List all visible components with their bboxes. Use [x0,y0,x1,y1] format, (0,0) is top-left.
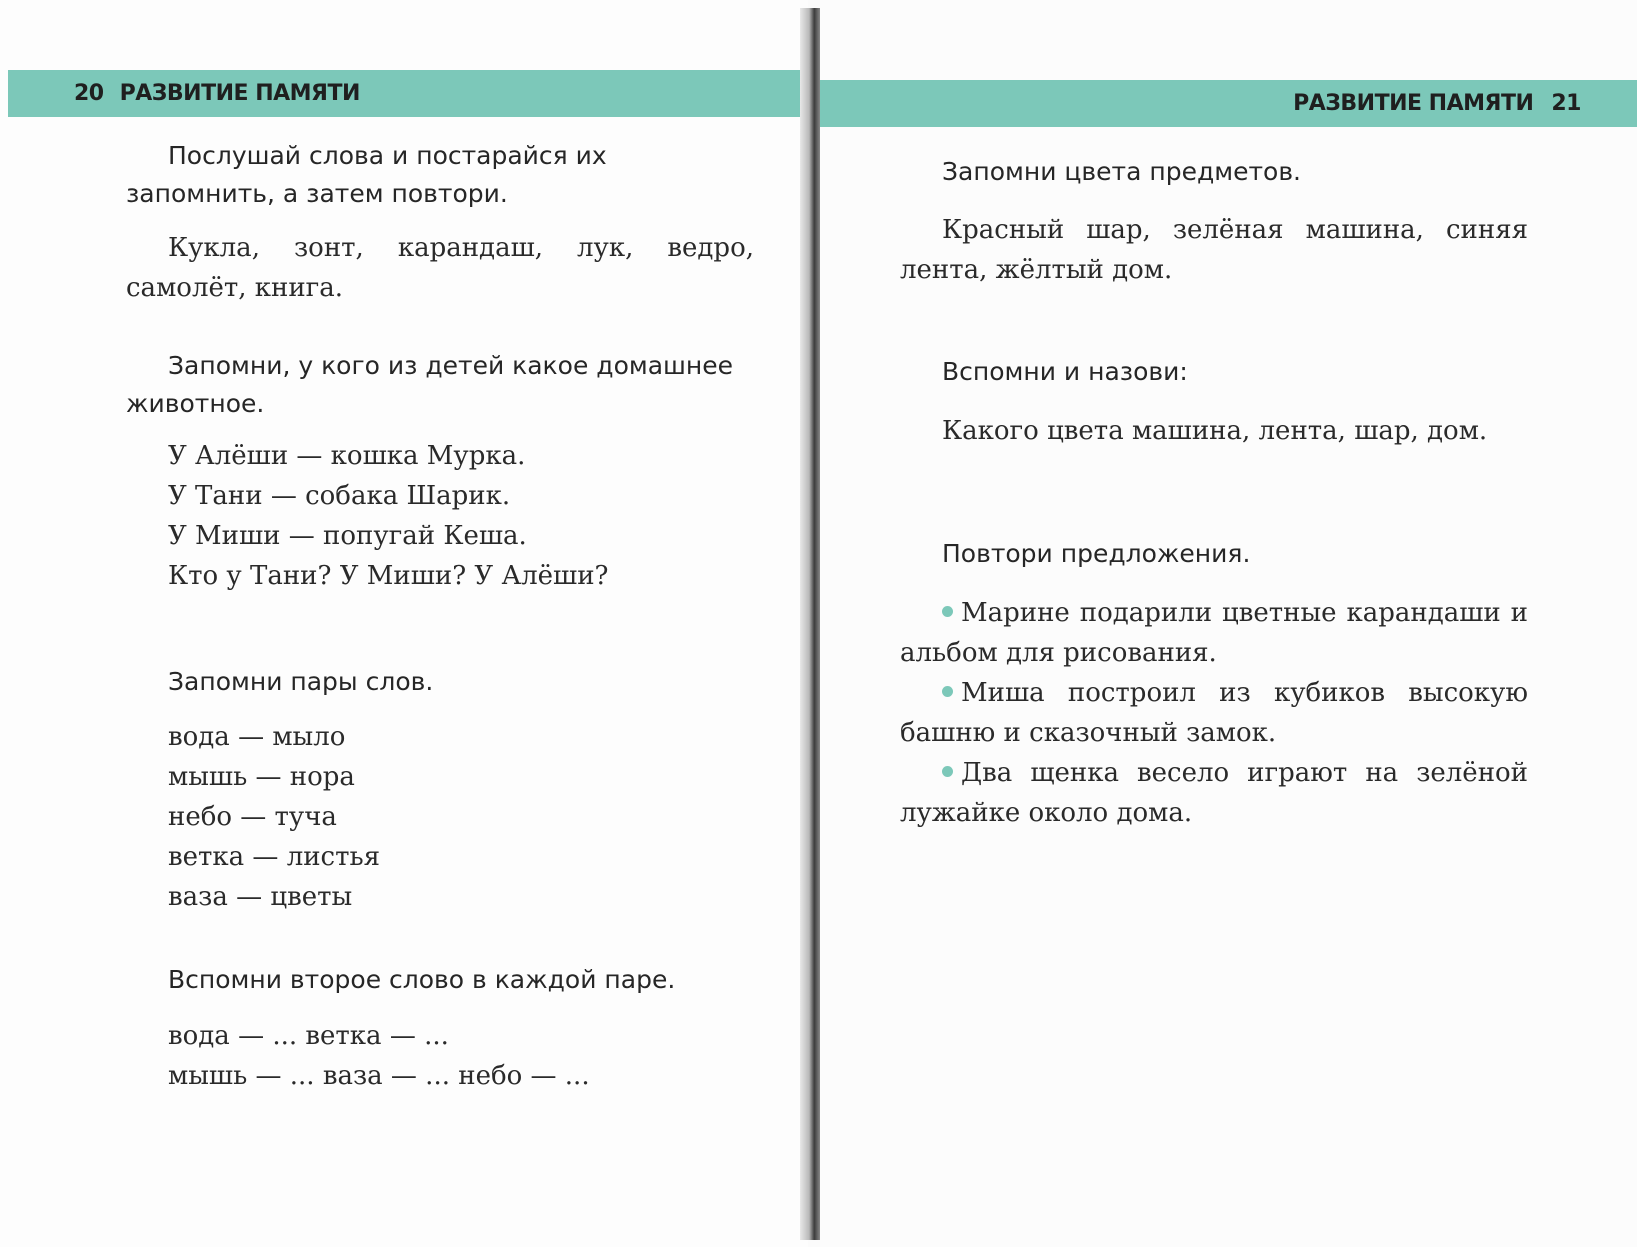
recall-line: мышь — ... ваза — ... небо — ... [168,1061,590,1091]
bullet-dot-icon [942,686,953,697]
sentence-item [900,593,1528,673]
sentence-item [900,753,1528,833]
recall-pairs-list [126,1016,796,1096]
colors-question-text: Какого цвета машина, лента, шар, дом. [942,416,1488,446]
pets-line: У Тани — собака Шарик. [168,481,511,511]
colors-text: Красный шар, зелёная машина, синяя лента, жёлтый дом. [900,215,1528,285]
word-pair-line: небо — туча [168,802,337,832]
pets-line: Кто у Тани? У Миши? У Алёши? [168,561,609,591]
instruction-pets: Запомни, у кого из детей какое домашнее животное. [126,351,734,418]
right-page-header-title: РАЗВИТИЕ ПАМЯТИ [1293,91,1534,116]
instruction-listen-words: Послушай слова и постарайся их запомнить, а затем повтори. [126,141,607,208]
left-page-number: 20 [74,81,104,106]
right-page-header [820,80,1637,127]
instruction-recall-second-word: Вспомни второе слово в каждой паре. [168,965,676,994]
word-pair-line: мышь — нора [168,762,355,792]
sentence-text: Два щенка весело играют на зелёной лужайке около дома. [900,758,1528,828]
instruction-word-pairs: Запомни пары слов. [168,667,434,696]
pets-list [126,436,796,596]
right-page [820,0,1637,1247]
word-pair-line: вода — мыло [168,722,346,752]
sentence-text: Марине подарили цветные карандаши и альбом для рисования. [900,598,1528,668]
word-pair-line: ваза — цветы [168,882,353,912]
word-list-text: Кукла, зонт, карандаш, лук, ведро, самолёт, книга. [126,233,754,303]
sentences-list [900,593,1528,833]
word-pair-line: ветка — листья [168,842,381,872]
left-page-header [8,70,808,117]
left-page [0,0,808,1247]
right-page-number: 21 [1551,91,1581,116]
instruction-repeat-sentences: Повтори предложения. [942,539,1251,568]
bullet-dot-icon [942,606,953,617]
instruction-recall-name: Вспомни и назови: [942,357,1188,386]
word-pairs-list [126,717,796,917]
pets-line: У Алёши — кошка Мурка. [168,441,526,471]
pets-line: У Миши — попугай Кеша. [168,521,527,551]
sentence-text: Миша построил из кубиков высокую башню и сказочный замок. [900,678,1528,748]
bullet-dot-icon [942,766,953,777]
instruction-remember-colors: Запомни цвета предметов. [942,157,1302,186]
left-page-header-title: РАЗВИТИЕ ПАМЯТИ [119,81,360,106]
recall-line: вода — ... ветка — ... [168,1021,449,1051]
sentence-item [900,673,1528,753]
